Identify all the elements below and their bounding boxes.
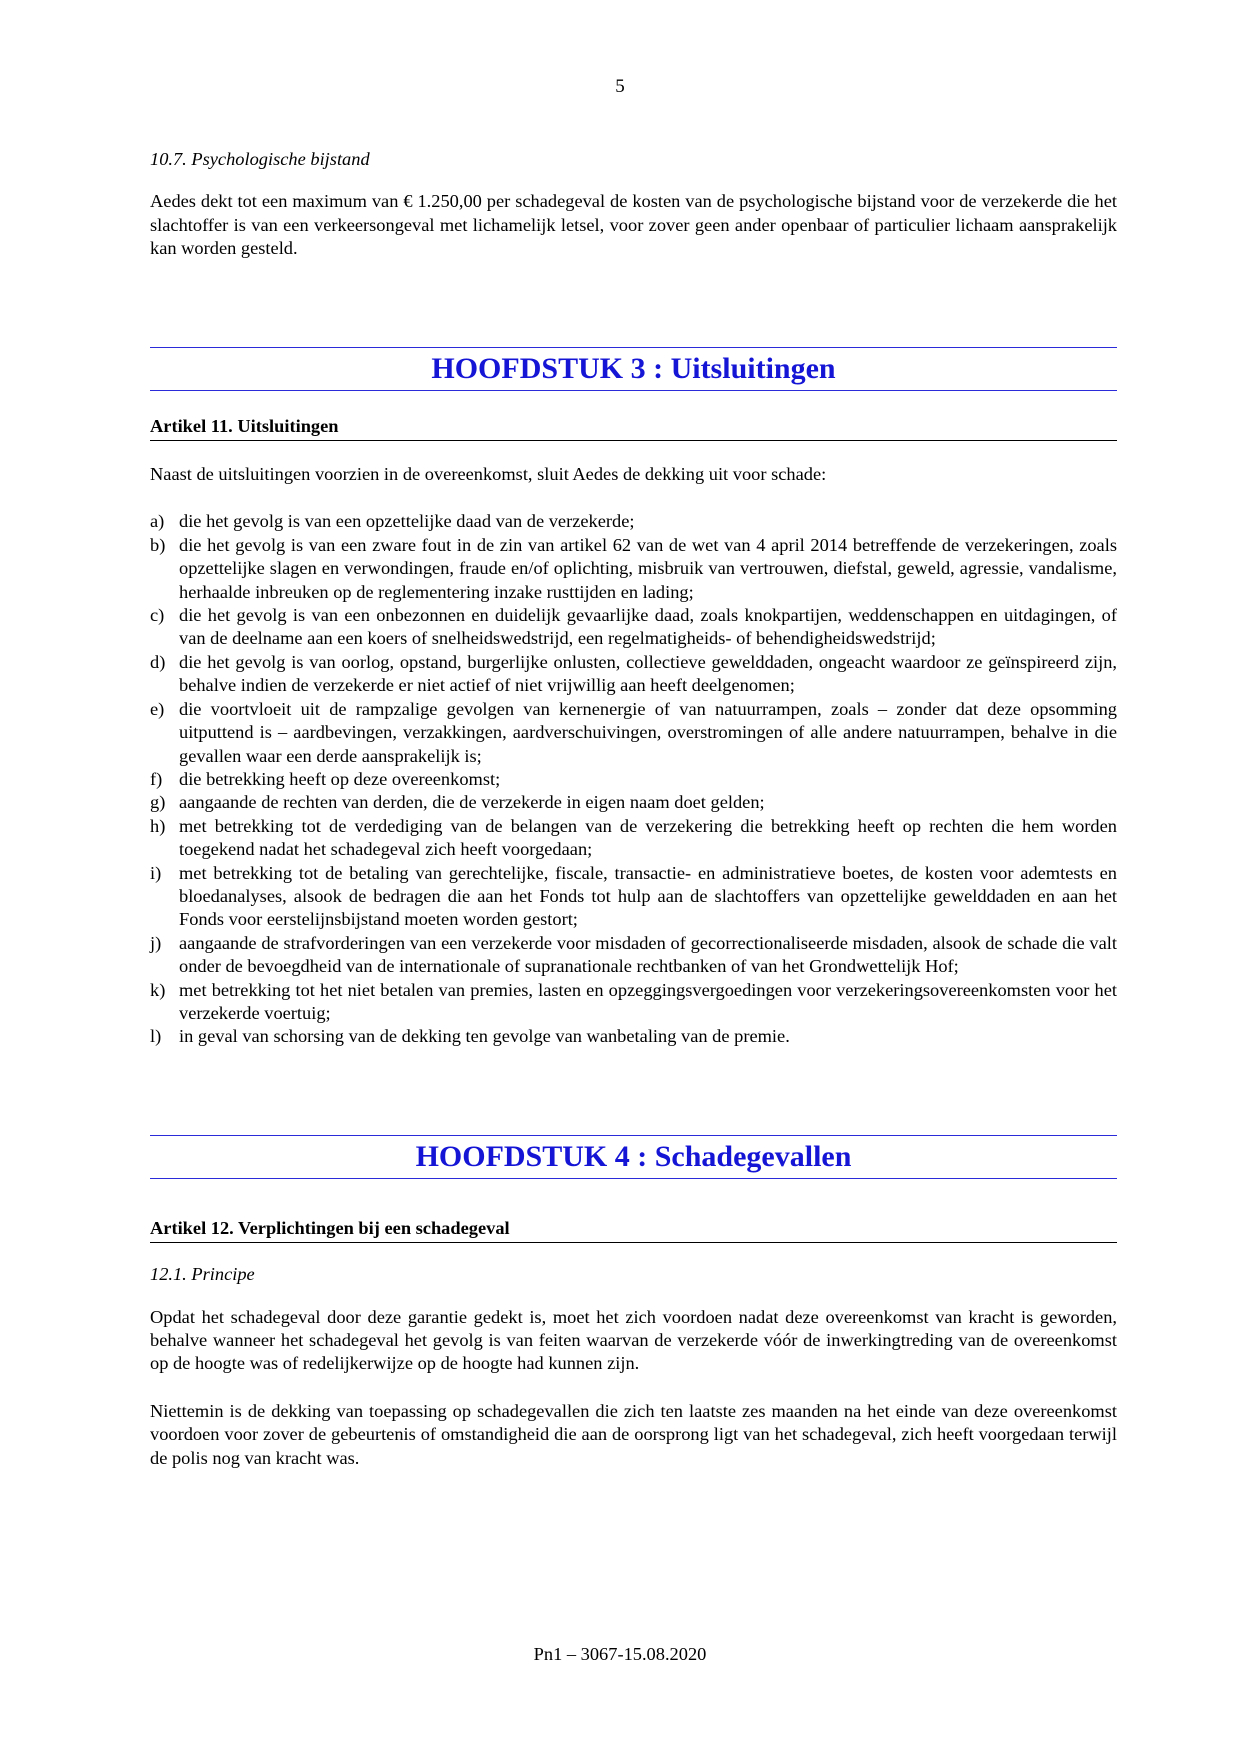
- list-item-letter: d): [150, 651, 166, 672]
- list-item-letter: l): [150, 1026, 162, 1047]
- list-item: [150, 791, 1117, 814]
- chapter-4-title: HOOFDSTUK 4 : Schadegevallen: [150, 1135, 1117, 1179]
- document-reference: Pn1 – 3067-15.08.2020: [533, 1644, 707, 1664]
- section-heading-10-7: 10.7. Psychologische bijstand: [150, 149, 370, 169]
- list-item: [150, 979, 1117, 1026]
- list-item-text: die betrekking heeft op deze overeenkomst;: [179, 768, 501, 789]
- list-item-letter: j): [150, 932, 162, 953]
- list-item-text: die voortvloeit uit de rampzalige gevolgen van kernenergie of van natuurrampen, zoals – zonder dat deze opsomming uitputtend is – aardbevingen, verzakkingen, aardverschuivingen, overstromingen of alle andere natuurrampen, behalve in die gevallen waar een derde aansprakelijk is;: [179, 698, 1117, 766]
- article-11-intro: Naast de uitsluitingen voorzien in de overeenkomst, sluit Aedes de dekking uit voor schade:: [150, 464, 827, 485]
- list-item: [150, 932, 1117, 979]
- section-text-10-7: Aedes dekt tot een maximum van € 1.250,00 per schadegeval de kosten van de psychologische bijstand voor de verzekerde die het slachtoffer is van een verkeersongeval met lichamelijk letsel, voor zover geen ander openbaar of particulier lichaam aansprakelijk kan worden gesteld.: [150, 191, 1117, 259]
- list-item-text: met betrekking tot de verdediging van de belangen van de verzekering die betrekking heeft op rechten die hem worden toegekend nadat het schadegeval zich heeft voorgedaan;: [179, 815, 1117, 860]
- list-item: [150, 768, 1117, 791]
- page-number: 5: [615, 76, 625, 97]
- section-12-1-paragraph-2: Niettemin is de dekking van toepassing op schadegevallen die zich ten laatste zes maanden na het einde van deze overeenkomst voordoen voor zover de gebeurtenis of omstandigheid die aan de oorsprong ligt van het schadegeval, zich heeft voorgedaan terwijl de polis nog van kracht was.: [150, 1400, 1117, 1468]
- article-11-heading: Artikel 11. Uitsluitingen: [150, 415, 1117, 441]
- list-item-text: in geval van schorsing van de dekking ten gevolge van wanbetaling van de premie.: [179, 1026, 790, 1047]
- list-item-text: aangaande de rechten van derden, die de verzekerde in eigen naam doet gelden;: [179, 792, 765, 813]
- list-item: [150, 698, 1117, 768]
- list-item-letter: g): [150, 792, 166, 813]
- list-item-letter: e): [150, 698, 165, 719]
- list-item-letter: c): [150, 605, 165, 626]
- list-item: [150, 862, 1117, 932]
- list-item-text: die het gevolg is van een opzettelijke daad van de verzekerde;: [179, 511, 635, 532]
- list-item-text: die het gevolg is van een zware fout in de zin van artikel 62 van de wet van 4 april 2014 betreffende de verzekeringen, zoals opzettelijke slagen en verwondingen, fraude en/of oplichting, misbruik van vertrouwen, diefstal, geweld, agressie, vandalisme, herhaalde inbreuken op de reglementering inzake rusttijden en lading;: [179, 534, 1117, 602]
- list-item: [150, 1025, 1117, 1048]
- list-item: [150, 651, 1117, 698]
- exclusion-list: [150, 510, 1117, 1048]
- section-heading-12-1: 12.1. Principe: [150, 1264, 255, 1285]
- section-12-1-paragraph-1: Opdat het schadegeval door deze garantie gedekt is, moet het zich voordoen nadat deze overeenkomst van kracht is geworden, behalve wanneer het schadegeval het gevolg is van feiten waarvan de verzekerde vóór de inwerkingtreding van de overeenkomst op de hoogte was of redelijkerwijze op de hoogte had kunnen zijn.: [150, 1306, 1117, 1374]
- list-item: [150, 815, 1117, 862]
- list-item-letter: h): [150, 815, 166, 836]
- list-item-letter: a): [150, 511, 165, 532]
- list-item: [150, 604, 1117, 651]
- page-content: [150, 148, 1117, 1470]
- article-12-heading: Artikel 12. Verplichtingen bij een schadegeval: [150, 1217, 1117, 1243]
- list-item-text: met betrekking tot het niet betalen van premies, lasten en opzeggingsvergoedingen voor verzekeringsovereenkomsten voor het verzekerde voertuig;: [179, 979, 1117, 1023]
- chapter-3-title: HOOFDSTUK 3 : Uitsluitingen: [150, 347, 1117, 391]
- list-item: [150, 510, 1117, 533]
- list-item-letter: i): [150, 862, 162, 883]
- list-item-text: met betrekking tot de betaling van gerechtelijke, fiscale, transactie- en administratieve boetes, de kosten voor ademtests en bloedanalyses, alsook de bedragen die aan het Fonds tot hulp aan de slachtoffers van opzettelijke gewelddaden en aan het Fonds voor eerstelijnsbijstand moeten worden gestort;: [179, 862, 1117, 930]
- list-item-letter: b): [150, 534, 166, 555]
- list-item-letter: f): [150, 768, 163, 789]
- list-item: [150, 534, 1117, 604]
- list-item-text: die het gevolg is van oorlog, opstand, burgerlijke onlusten, collectieve gewelddaden, ongeacht waardoor ze geïnspireerd zijn, behalve indien de verzekerde er niet actief of niet vrijwillig aan heeft deelgenomen;: [179, 651, 1117, 696]
- list-item-letter: k): [150, 979, 166, 1000]
- list-item-text: aangaande de strafvorderingen van een verzekerde voor misdaden of gecorrectionaliseerde misdaden, alsook de schade die valt onder de bevoegdheid van de internationale of supranationale rechtbanken of van het Grondwettelijk Hof;: [179, 932, 1117, 977]
- list-item-text: die het gevolg is van een onbezonnen en duidelijk gevaarlijke daad, zoals knokpartijen, weddenschappen en uitdagingen, of van de deelname aan een koers of snelheidswedstrijd, een regelmatigheids- of behendigheidswedstrijd;: [179, 605, 1117, 649]
